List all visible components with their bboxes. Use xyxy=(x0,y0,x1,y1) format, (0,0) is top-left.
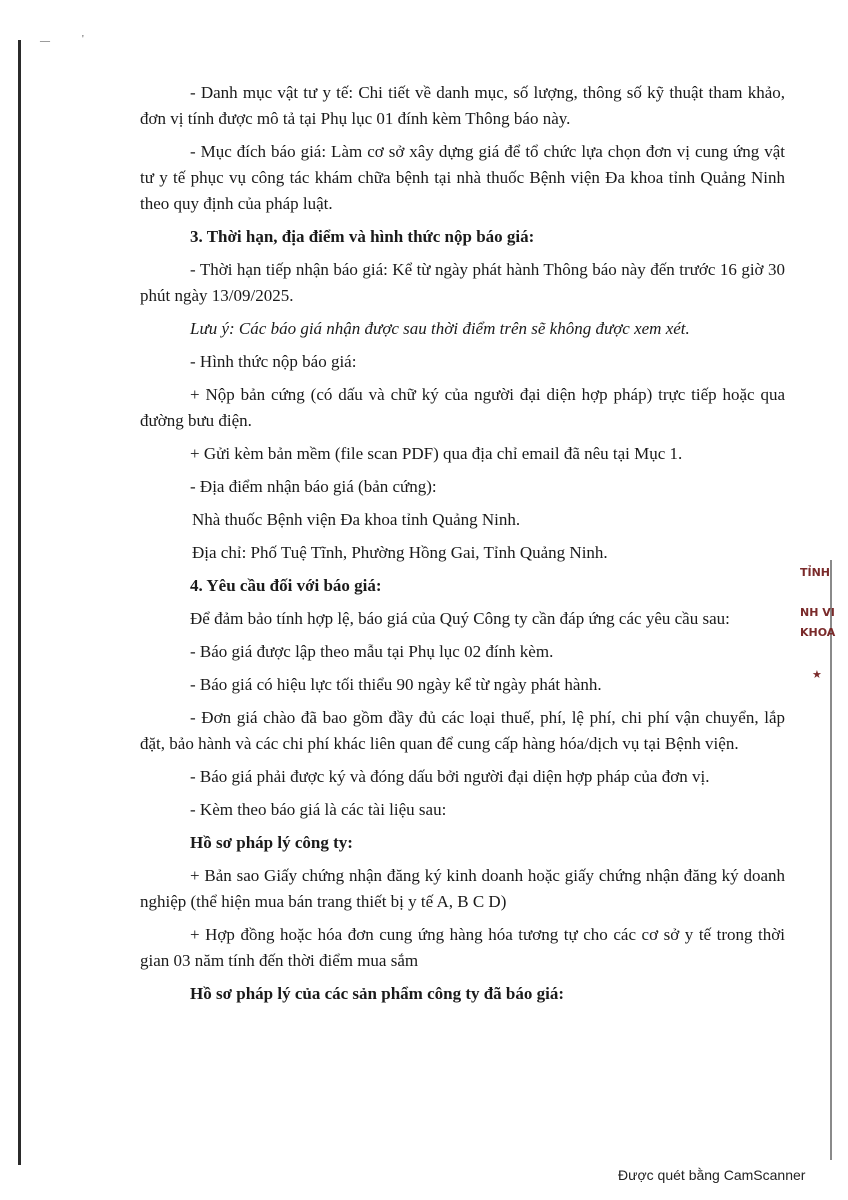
paragraph: - Thời hạn tiếp nhận báo giá: Kể từ ngày phát hành Thông báo này đến trước 16 giờ 30 phút ngày 13/09/2025. xyxy=(140,260,785,305)
scan-mark: — xyxy=(40,36,50,47)
paragraph: - Đơn giá chào đã bao gồm đầy đủ các loại thuế, phí, lệ phí, chi phí vận chuyển, lắp đặt, bảo hành và các chi phí khác liên quan để cung cấp hàng hóa/dịch vụ tại Bệnh viện. xyxy=(140,708,785,753)
paragraph: - Báo giá phải được ký và đóng dấu bởi người đại diện hợp pháp của đơn vị. xyxy=(190,767,710,786)
stamp-star-icon: ★ xyxy=(812,668,822,681)
paragraph: + Nộp bản cứng (có dấu và chữ ký của người đại diện hợp pháp) trực tiếp hoặc qua đường bưu điện. xyxy=(140,385,785,430)
stamp-text: KHOA xyxy=(800,626,836,639)
paragraph: + Gửi kèm bản mềm (file scan PDF) qua địa chỉ email đã nêu tại Mục 1. xyxy=(190,444,683,463)
paragraph: - Kèm theo báo giá là các tài liệu sau: xyxy=(190,800,447,819)
paragraph: - Báo giá có hiệu lực tối thiểu 90 ngày kể từ ngày phát hành. xyxy=(190,675,602,694)
scan-mark: ' xyxy=(82,34,84,45)
paragraph: Nhà thuốc Bệnh viện Đa khoa tỉnh Quảng Ninh. xyxy=(192,510,521,529)
paragraph: - Mục đích báo giá: Làm cơ sở xây dựng giá để tổ chức lựa chọn đơn vị cung ứng vật tư y tế phục vụ công tác khám chữa bệnh tại nhà thuốc Bệnh viện Đa khoa tỉnh Quảng Ninh theo quy định của pháp luật. xyxy=(140,142,785,213)
paragraph: - Hình thức nộp báo giá: xyxy=(190,352,357,371)
subsection-heading: Hồ sơ pháp lý của các sản phẩm công ty đã báo giá: xyxy=(190,984,565,1003)
paragraph: - Địa điểm nhận báo giá (bản cứng): xyxy=(190,477,437,496)
paragraph: Để đảm bảo tính hợp lệ, báo giá của Quý Công ty cần đáp ứng các yêu cầu sau: xyxy=(190,609,730,628)
note: Lưu ý: Các báo giá nhận được sau thời điểm trên sẽ không được xem xét. xyxy=(190,319,690,338)
section-heading: 4. Yêu cầu đối với báo giá: xyxy=(190,576,382,595)
document-body xyxy=(140,80,785,1014)
paragraph: + Hợp đồng hoặc hóa đơn cung ứng hàng hóa tương tự cho các cơ sở y tế trong thời gian 03 năm tính đến thời điểm mua sắm xyxy=(140,925,785,970)
paragraph: Địa chỉ: Phố Tuệ Tĩnh, Phường Hồng Gai, Tỉnh Quảng Ninh. xyxy=(192,543,608,562)
paragraph: + Bản sao Giấy chứng nhận đăng ký kinh doanh hoặc giấy chứng nhận đăng ký doanh nghiệp (thể hiện mua bán trang thiết bị y tế A, B C D) xyxy=(140,866,785,911)
paragraph: - Danh mục vật tư y tế: Chi tiết về danh mục, số lượng, thông số kỹ thuật tham khảo, đơn vị tính được mô tả tại Phụ lục 01 đính kèm Thông báo này. xyxy=(140,83,785,128)
page-binding-edge xyxy=(18,40,21,1165)
camscanner-footer: Được quét bằng CamScanner xyxy=(618,1167,806,1183)
red-stamp-fragment xyxy=(790,560,838,690)
stamp-text: NH VI xyxy=(800,606,835,619)
subsection-heading: Hồ sơ pháp lý công ty: xyxy=(190,833,353,852)
section-heading: 3. Thời hạn, địa điểm và hình thức nộp báo giá: xyxy=(190,227,535,246)
stamp-text: TỈNH xyxy=(800,566,831,579)
paragraph: - Báo giá được lập theo mẫu tại Phụ lục 02 đính kèm. xyxy=(190,642,554,661)
